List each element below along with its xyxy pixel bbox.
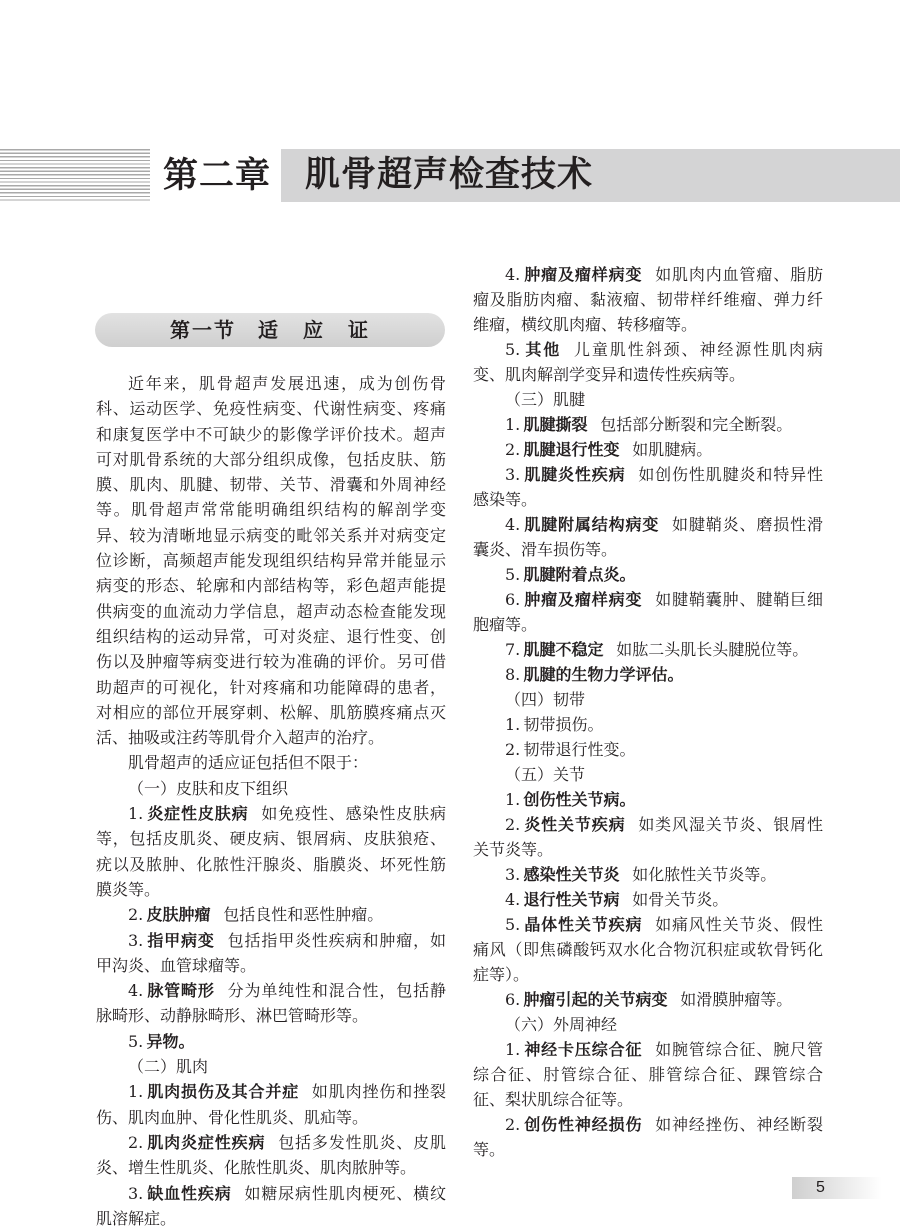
item-term: 肌腱附着点炎。 — [523, 565, 635, 584]
item-term: 退行性关节病 — [523, 890, 619, 909]
item-number: 6. — [505, 990, 520, 1009]
item-term: 炎症性皮肤病 — [146, 804, 248, 823]
item-description: 如肌腱病。 — [632, 440, 712, 459]
right-column — [473, 262, 823, 1162]
subsection-heading: （六）外周神经 — [473, 1012, 823, 1037]
item-description: 如骨关节炎。 — [632, 890, 728, 909]
item-term: 感染性关节炎 — [523, 865, 619, 884]
item-description: 包括指甲炎性疾病和肿瘤，如甲沟炎、血管球瘤等。 — [96, 931, 446, 975]
item-description: 如化脓性关节炎等。 — [632, 865, 776, 884]
list-item — [473, 262, 823, 337]
item-number: 1. — [505, 1040, 520, 1059]
paragraph: 肌骨超声的适应证包括但不限于： — [96, 750, 446, 775]
item-number: 4. — [505, 265, 520, 284]
list-item — [96, 978, 446, 1029]
list-item — [473, 987, 823, 1012]
item-description: 如肱二头肌长头腱脱位等。 — [616, 640, 808, 659]
item-term: 神经卡压综合征 — [523, 1040, 642, 1059]
list-item — [473, 462, 823, 512]
item-term: 肌腱附属结构病变 — [523, 515, 659, 534]
list-item — [473, 662, 823, 687]
item-term: 肌腱退行性变 — [523, 440, 619, 459]
subsection-heading: （一）皮肤和皮下组织 — [96, 776, 446, 801]
list-item — [473, 812, 823, 862]
item-term: 异物。 — [146, 1032, 194, 1051]
item-term: 肌腱的生物力学评估。 — [523, 665, 683, 684]
item-number: 5. — [128, 1032, 143, 1051]
item-term: 脉管畸形 — [146, 981, 214, 1000]
item-number: 3. — [128, 931, 143, 950]
chapter-stripes-decoration — [0, 149, 150, 202]
item-number: 8. — [505, 665, 520, 684]
list-item — [473, 512, 823, 562]
item-number: 4. — [128, 981, 143, 1000]
item-description: 如腱鞘囊肿、腱鞘巨细胞瘤等。 — [473, 590, 823, 634]
item-number: 3. — [505, 465, 520, 484]
item-description: 如免疫性、感染性皮肤病等，包括皮肌炎、硬皮病、银屑病、皮肤狼疮、疣以及脓肿、化脓性汗腺炎、脂膜炎、坏死性筋膜炎等。 — [96, 804, 446, 899]
list-item — [473, 587, 823, 637]
item-number: 2. — [505, 440, 520, 459]
item-term: 创伤性关节病。 — [523, 790, 635, 809]
list-item — [96, 902, 446, 927]
item-number: 1. — [128, 804, 143, 823]
paragraph: 近年来，肌骨超声发展迅速，成为创伤骨科、运动医学、免疫性病变、代谢性病变、疼痛和康复医学中不可缺少的影像学评价技术。超声可对肌骨系统的大部分组织成像，包括皮肤、筋膜、肌肉、肌腱、韧带、关节、滑囊和外周神经等。肌骨超声常常能明确组织结构的解剖学变异、较为清晰地显示病变的毗邻关系并对病变定位诊断，高频超声能发现组织结构异常并能显示病变的形态、轮廓和内部结构等，彩色超声能提供病变的血流动力学信息，超声动态检查能发现组织结构的运动异常，可对炎症、退行性变、创伤以及肿瘤等病变进行较为准确的评价。另可借助超声的可视化，针对疼痛和功能障碍的患者，对相应的部位开展穿刺、松解、肌筋膜疼痛点灭活、抽吸或注药等肌骨介入超声的治疗。 — [96, 371, 446, 750]
left-column — [96, 371, 446, 1231]
item-number: 5. — [505, 340, 520, 359]
list-item — [473, 1037, 823, 1112]
item-term: 肿瘤及瘤样病变 — [523, 590, 642, 609]
item-number: 2. — [505, 815, 520, 834]
list-item — [473, 437, 823, 462]
item-term: 指甲病变 — [146, 931, 214, 950]
item-description: 如类风湿关节炎、银屑性关节炎等。 — [473, 815, 823, 859]
item-description: 如痛风性关节炎、假性痛风（即焦磷酸钙双水化合物沉积症或软骨钙化症等）。 — [473, 915, 823, 984]
item-term: 其他 — [523, 340, 561, 359]
item-number: 2. — [128, 1133, 143, 1152]
list-item — [96, 928, 446, 979]
list-item — [473, 337, 823, 387]
item-number: 3. — [128, 1184, 143, 1203]
item-term: 肿瘤及瘤样病变 — [523, 265, 642, 284]
item-description: 包括多发性肌炎、皮肌炎、增生性肌炎、化脓性肌炎、肌肉脓肿等。 — [96, 1133, 446, 1177]
list-item — [473, 637, 823, 662]
list-item — [96, 1130, 446, 1181]
subsection-heading: （四）韧带 — [473, 687, 823, 712]
list-item — [473, 562, 823, 587]
item-term: 创伤性神经损伤 — [523, 1115, 642, 1134]
item-number: 1. — [505, 790, 520, 809]
item-description: 如创伤性肌腱炎和特异性感染等。 — [473, 465, 823, 509]
chapter-title: 肌骨超声检查技术 — [305, 149, 593, 202]
item-term: 肌肉炎症性疾病 — [146, 1133, 265, 1152]
item-term: 肌腱不稳定 — [523, 640, 603, 659]
item-description: 分为单纯性和混合性，包括静脉畸形、动静脉畸形、淋巴管畸形等。 — [96, 981, 446, 1025]
page-number: 5 — [816, 1177, 825, 1199]
subsection-heading: （五）关节 — [473, 762, 823, 787]
item-description: 包括良性和恶性肿瘤。 — [223, 905, 383, 924]
chapter-number: 第二章 — [163, 150, 271, 202]
item-number: 7. — [505, 640, 520, 659]
item-number: 2. — [128, 905, 143, 924]
list-item — [473, 1112, 823, 1162]
item-description: 韧带损伤。 — [523, 715, 603, 734]
item-number: 6. — [505, 590, 520, 609]
list-item — [473, 862, 823, 887]
item-description: 如腕管综合征、腕尺管综合征、肘管综合征、腓管综合征、踝管综合征、梨状肌综合征等。 — [473, 1040, 823, 1109]
list-item — [473, 887, 823, 912]
item-description: 如肌肉内血管瘤、脂肪瘤及脂肪肉瘤、黏液瘤、韧带样纤维瘤、弹力纤维瘤，横纹肌肉瘤、转移瘤等。 — [473, 265, 823, 334]
list-item — [473, 787, 823, 812]
item-description: 儿童肌性斜颈、神经源性肌肉病变、肌肉解剖学变异和遗传性疾病等。 — [473, 340, 823, 384]
list-item — [96, 801, 446, 902]
item-number: 5. — [505, 915, 520, 934]
item-number: 3. — [505, 865, 520, 884]
section-heading: 第一节 适 应 证 — [95, 313, 445, 347]
chapter-title-box — [281, 149, 900, 202]
item-description: 包括部分断裂和完全断裂。 — [600, 415, 792, 434]
item-description: 如滑膜肿瘤等。 — [680, 990, 792, 1009]
item-number: 1. — [505, 715, 520, 734]
item-number: 1. — [128, 1082, 143, 1101]
list-item — [96, 1029, 446, 1054]
item-term: 肌肉损伤及其合并症 — [146, 1082, 299, 1101]
list-item — [473, 412, 823, 437]
subsection-heading: （三）肌腱 — [473, 387, 823, 412]
item-number: 4. — [505, 515, 520, 534]
item-description: 如神经挫伤、神经断裂等。 — [473, 1115, 823, 1159]
list-item — [473, 912, 823, 987]
list-item — [96, 1079, 446, 1130]
item-term: 缺血性疾病 — [146, 1184, 231, 1203]
item-term: 肌腱撕裂 — [523, 415, 587, 434]
item-number: 2. — [505, 740, 520, 759]
item-number: 1. — [505, 415, 520, 434]
item-description: 如糖尿病性肌肉梗死、横纹肌溶解症。 — [96, 1184, 446, 1228]
item-description: 韧带退行性变。 — [523, 740, 635, 759]
item-term: 晶体性关节疾病 — [523, 915, 642, 934]
item-term: 皮肤肿瘤 — [146, 905, 210, 924]
item-number: 2. — [505, 1115, 520, 1134]
item-number: 5. — [505, 565, 520, 584]
item-term: 肌腱炎性疾病 — [523, 465, 625, 484]
list-item — [96, 1181, 446, 1231]
item-description: 如腱鞘炎、磨损性滑囊炎、滑车损伤等。 — [473, 515, 823, 559]
item-number: 4. — [505, 890, 520, 909]
subsection-heading: （二）肌肉 — [96, 1054, 446, 1079]
page-number-box — [792, 1177, 882, 1199]
list-item — [473, 712, 823, 737]
item-term: 炎性关节疾病 — [523, 815, 625, 834]
item-description: 如肌肉挫伤和挫裂伤、肌肉血肿、骨化性肌炎、肌疝等。 — [96, 1082, 446, 1126]
item-term: 肿瘤引起的关节病变 — [523, 990, 667, 1009]
list-item — [473, 737, 823, 762]
